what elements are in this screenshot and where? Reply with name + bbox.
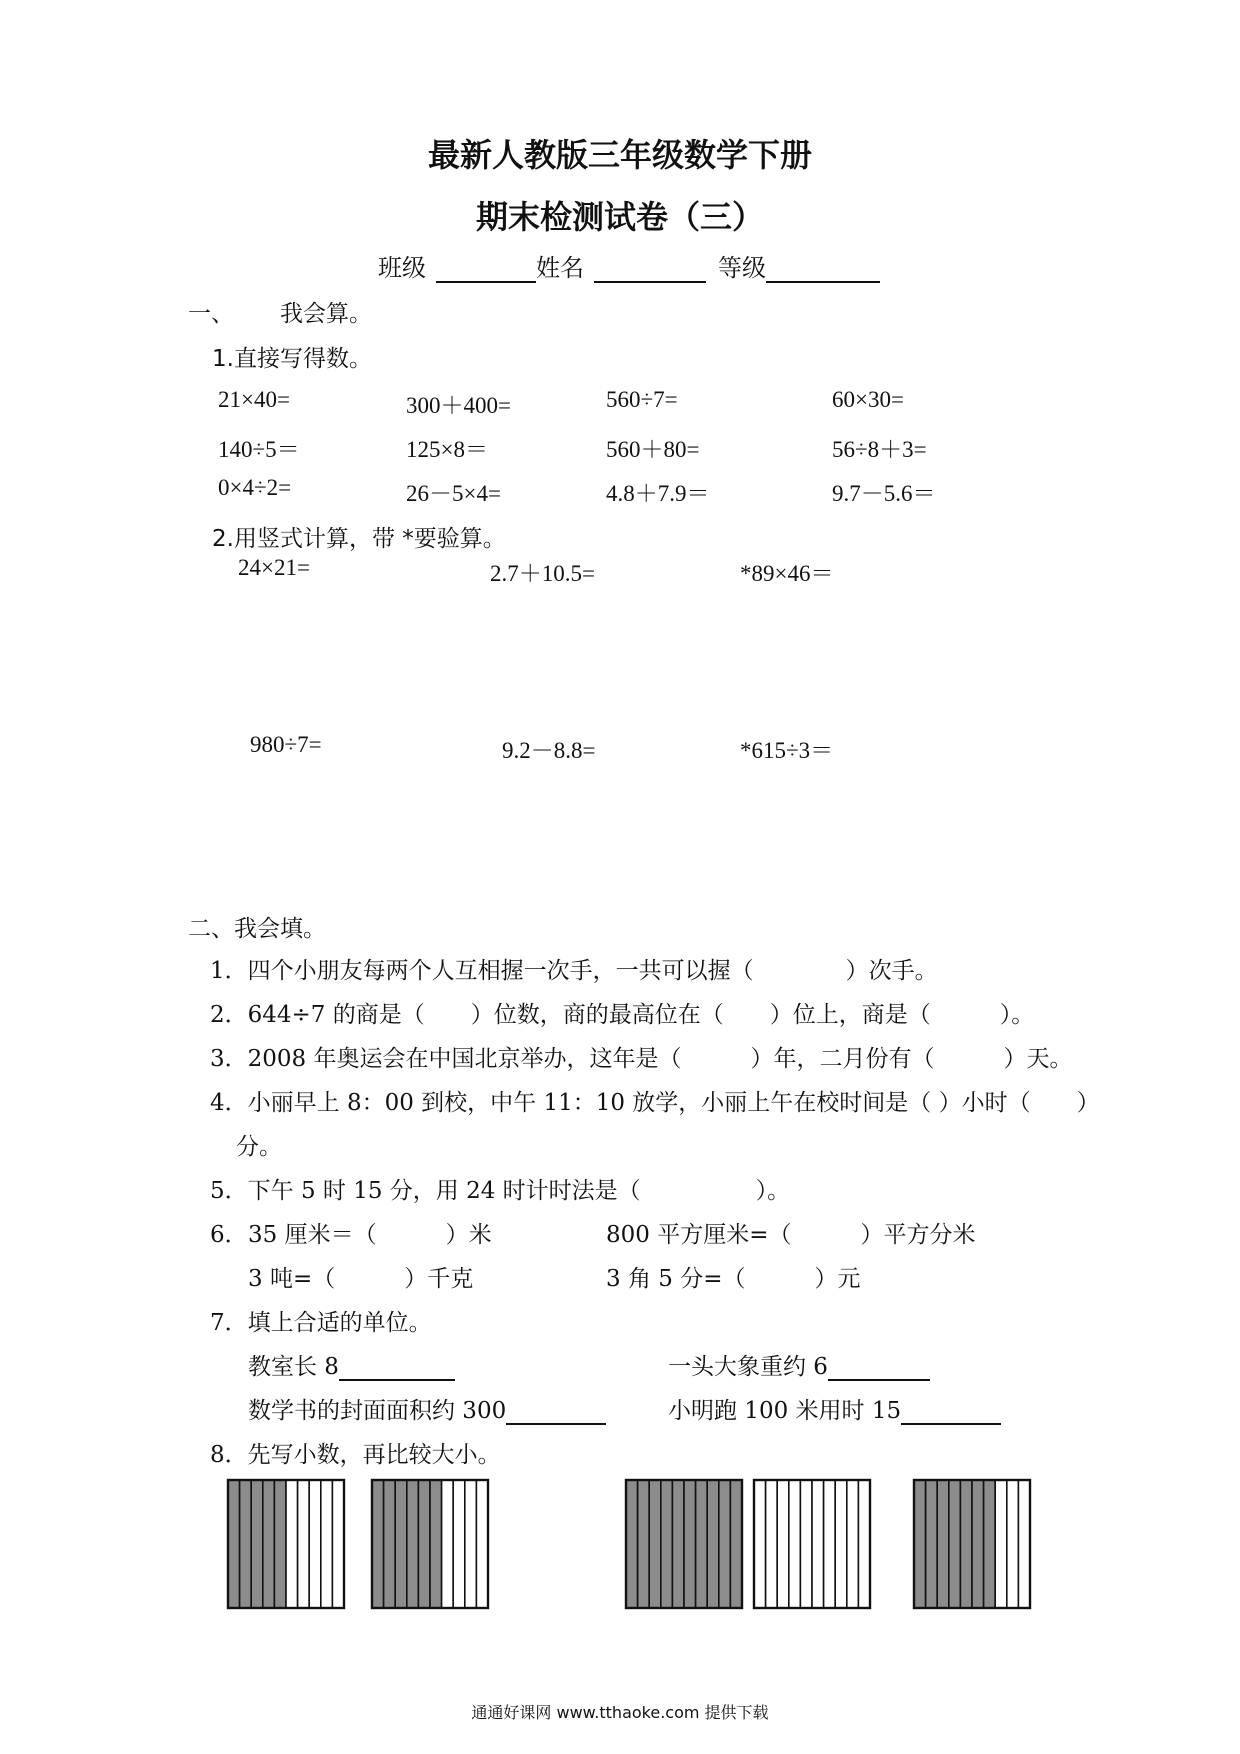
shaded-strip	[661, 1480, 673, 1608]
calc-problem: 9.7－5.6＝	[832, 481, 936, 506]
shaded-strip	[960, 1480, 972, 1608]
empty-strip	[321, 1480, 333, 1608]
empty-strip	[800, 1480, 812, 1608]
shaded-strip	[672, 1480, 684, 1608]
shaded-strip	[949, 1480, 961, 1608]
decimal-strip-figure	[752, 1476, 872, 1610]
empty-strip	[1018, 1480, 1030, 1608]
empty-strip	[754, 1480, 766, 1608]
calc-problem: 26－5×4=	[406, 481, 501, 506]
name-label: 姓名	[536, 254, 584, 282]
shaded-strip	[984, 1480, 996, 1608]
unit-answer-field[interactable]	[506, 1397, 606, 1425]
empty-strip	[453, 1480, 465, 1608]
unit-conversion: 800 平方厘米=（ ）平方分米	[606, 1222, 976, 1248]
fill-question-4-continued: 分。	[236, 1134, 282, 1160]
empty-strip	[777, 1480, 789, 1608]
vertical-calc-problem: 2.7＋10.5=	[490, 561, 595, 586]
empty-strip	[465, 1480, 477, 1608]
fill-question-1: 1．四个小朋友每两个人互相握一次手，一共可以握（ ）次手。	[210, 958, 938, 984]
calc-problem: 560÷7=	[606, 387, 678, 412]
empty-strip	[824, 1480, 836, 1608]
part2-heading: 二、我会填。	[188, 916, 326, 942]
part1-heading: 一、 我会算。	[188, 301, 372, 327]
grade-label: 等级	[718, 254, 766, 282]
shaded-strip	[274, 1480, 286, 1608]
empty-strip	[442, 1480, 454, 1608]
shaded-strip	[626, 1480, 638, 1608]
decimal-strip-figure	[624, 1476, 744, 1610]
vertical-calc-problem: 9.2－8.8=	[502, 738, 596, 763]
unit-answer-field[interactable]	[339, 1353, 455, 1381]
shaded-strip	[418, 1480, 430, 1608]
unit-blank-item: 小明跑 100 米用时 15	[668, 1392, 1001, 1425]
page-footer: 通通好课网 www.tthaoke.com 提供下载	[471, 1703, 769, 1722]
shaded-strip	[638, 1480, 650, 1608]
unit-conversion: 3 角 5 分=（ ）元	[606, 1266, 861, 1292]
q1-label: 1.直接写得数。	[212, 346, 372, 372]
fill-question-7: 7．填上合适的单位。	[210, 1310, 432, 1336]
fill-question-2: 2．644÷7 的商是（ ）位数，商的最高位在（ ）位上，商是（ ）。	[210, 1002, 1035, 1028]
shaded-strip	[972, 1480, 984, 1608]
shaded-strip	[696, 1480, 708, 1608]
page-subtitle: 期末检测试卷（三）	[475, 198, 764, 236]
empty-strip	[309, 1480, 321, 1608]
empty-strip	[995, 1480, 1007, 1608]
fill-question-4: 4．小丽早上 8：00 到校，中午 11：10 放学，小丽上午在校时间是（ ）小时（ ）	[210, 1090, 1100, 1116]
empty-strip	[766, 1480, 778, 1608]
shaded-strip	[372, 1480, 384, 1608]
unit-answer-field[interactable]	[828, 1353, 930, 1381]
shaded-strip	[914, 1480, 926, 1608]
fill-question-3: 3．2008 年奥运会在中国北京举办，这年是（ ）年，二月份有（ ）天。	[210, 1046, 1073, 1072]
shaded-strip	[926, 1480, 938, 1608]
calc-problem: 4.8＋7.9＝	[606, 481, 710, 506]
fill-question-5: 5．下午 5 时 15 分，用 24 时计时法是（ ）。	[210, 1178, 791, 1204]
vertical-calc-problem: 980÷7=	[250, 732, 322, 757]
decimal-strip-figure	[370, 1476, 490, 1610]
empty-strip	[847, 1480, 859, 1608]
decimal-strip-figure	[912, 1476, 1032, 1610]
unit-conversion: 3 吨=（ ）千克	[248, 1266, 474, 1292]
decimal-strip-figure	[226, 1476, 346, 1610]
unit-answer-field[interactable]	[901, 1397, 1001, 1425]
page-title: 最新人教版三年级数学下册	[427, 136, 812, 174]
empty-strip	[789, 1480, 801, 1608]
calc-problem: 300＋400=	[406, 393, 511, 418]
shaded-strip	[684, 1480, 696, 1608]
vertical-calc-problem: *89×46＝	[740, 561, 834, 586]
shaded-strip	[719, 1480, 731, 1608]
shaded-strip	[263, 1480, 275, 1608]
shaded-strip	[228, 1480, 240, 1608]
student-info-row	[378, 248, 880, 283]
shaded-strip	[730, 1480, 742, 1608]
shaded-strip	[937, 1480, 949, 1608]
shaded-strip	[240, 1480, 252, 1608]
shaded-strip	[384, 1480, 396, 1608]
shaded-strip	[407, 1480, 419, 1608]
empty-strip	[298, 1480, 310, 1608]
calc-problem: 560＋80=	[606, 437, 700, 462]
shaded-strip	[707, 1480, 719, 1608]
unit-conversion: 35 厘米＝（ ）米	[248, 1222, 492, 1248]
calc-problem: 140÷5＝	[218, 437, 300, 462]
calc-problem: 60×30=	[832, 387, 904, 412]
class-field[interactable]	[436, 255, 536, 283]
shaded-strip	[251, 1480, 263, 1608]
empty-strip	[835, 1480, 847, 1608]
class-label: 班级	[378, 254, 426, 282]
vertical-calc-problem: 24×21=	[238, 555, 310, 580]
fill-question-6-number: 6．	[210, 1222, 248, 1248]
empty-strip	[286, 1480, 298, 1608]
fill-question-8: 8．先写小数，再比较大小。	[210, 1442, 501, 1468]
unit-blank-item: 数学书的封面面积约 300	[248, 1392, 606, 1425]
calc-problem: 21×40=	[218, 387, 290, 412]
empty-strip	[812, 1480, 824, 1608]
name-field[interactable]	[594, 255, 706, 283]
empty-strip	[1007, 1480, 1019, 1608]
calc-problem: 125×8＝	[406, 437, 488, 462]
unit-blank-item: 教室长 8	[248, 1348, 455, 1381]
q2-label: 2.用竖式计算，带 *要验算。	[212, 526, 506, 552]
unit-blank-item: 一头大象重约 6	[668, 1348, 930, 1381]
empty-strip	[858, 1480, 870, 1608]
shaded-strip	[649, 1480, 661, 1608]
empty-strip	[332, 1480, 344, 1608]
empty-strip	[476, 1480, 488, 1608]
grade-field[interactable]	[766, 255, 880, 283]
calc-problem: 56÷8＋3=	[832, 437, 927, 462]
vertical-calc-problem: *615÷3＝	[740, 738, 834, 763]
calc-problem: 0×4÷2=	[218, 475, 292, 500]
shaded-strip	[395, 1480, 407, 1608]
shaded-strip	[430, 1480, 442, 1608]
